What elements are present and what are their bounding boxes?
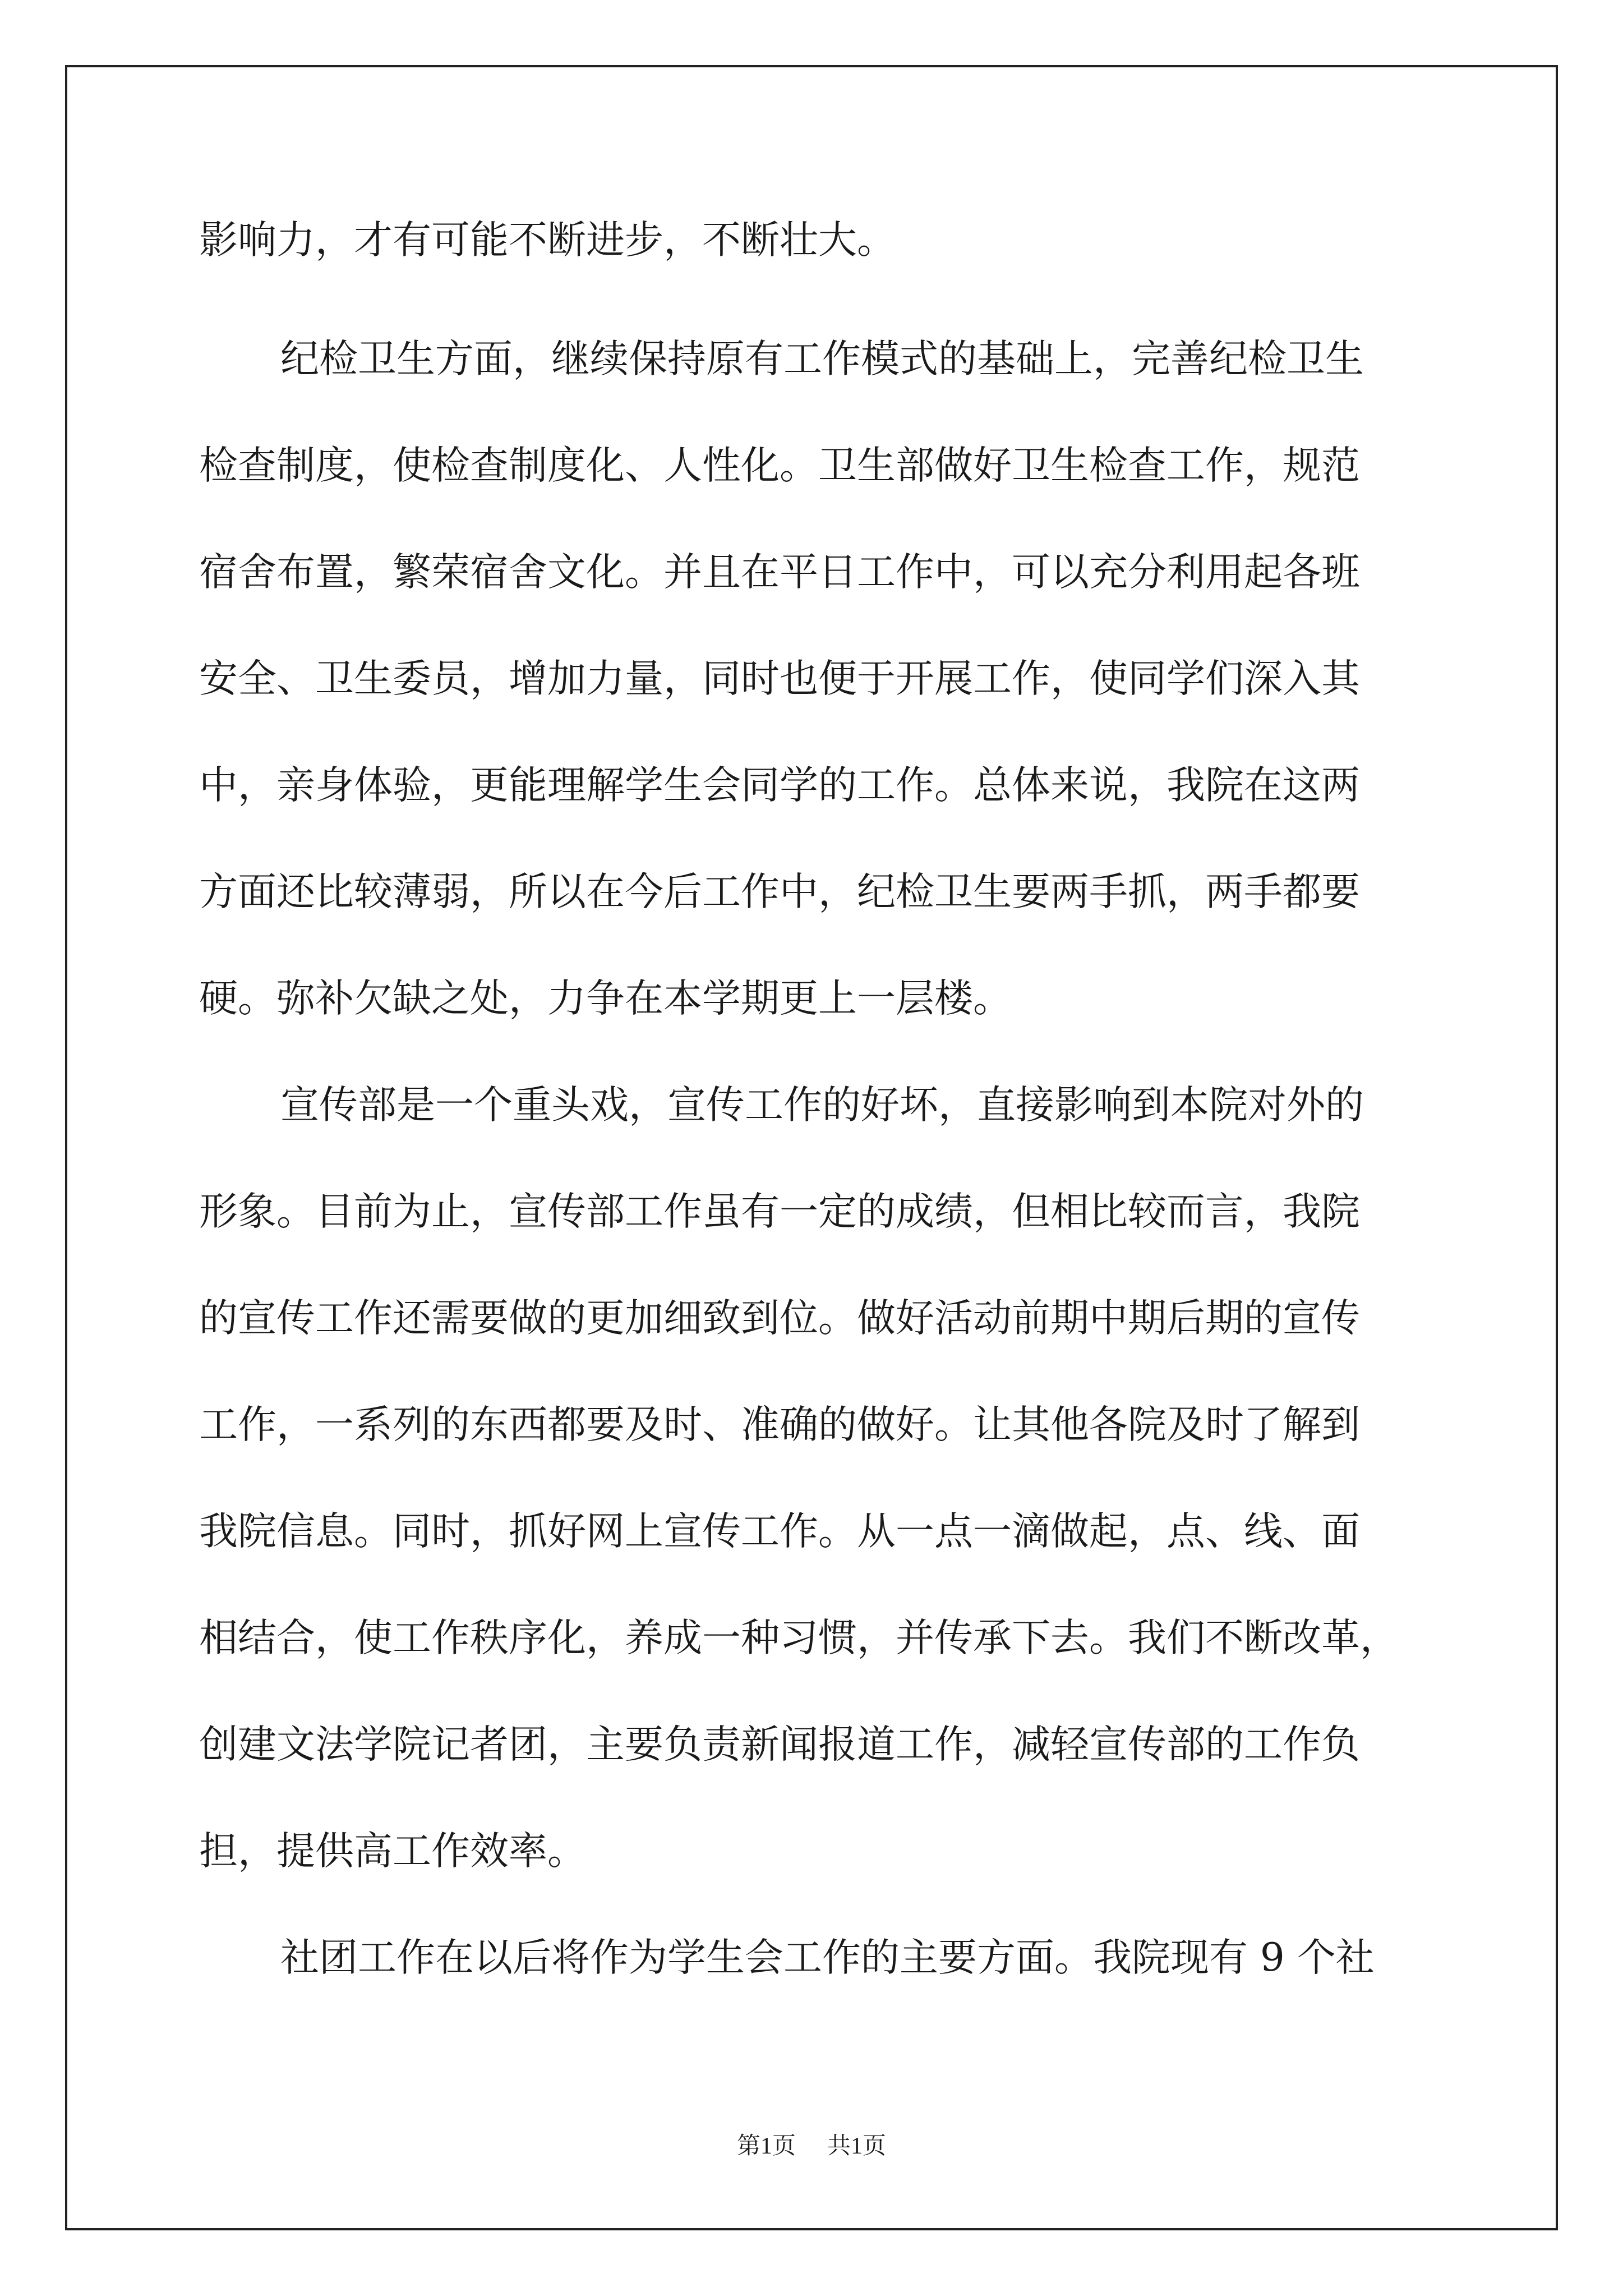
text-line: 安全、卫生委员，增加力量，同时也便于开展工作，使同学们深入其 [199,656,1360,701]
paragraph-first-line: 宣传部是一个重头戏，宣传工作的好坏，直接影响到本院对外的 [280,1083,1364,1128]
text-line: 担，提供高工作效率。 [199,1829,586,1874]
paragraph-first-line: 纪检卫生方面，继续保持原有工作模式的基础上，完善纪检卫生 [280,337,1364,381]
text-line: 宿舍布置，繁荣宿舍文化。并且在平日工作中，可以充分利用起各班 [199,550,1360,595]
text-line: 方面还比较薄弱，所以在今后工作中，纪检卫生要两手抓，两手都要 [199,869,1360,914]
text-line: 中，亲身体验，更能理解学生会同学的工作。总体来说，我院在这两 [199,763,1360,808]
text-line: 的宣传工作还需要做的更加细致到位。做好活动前期中期后期的宣传 [199,1296,1360,1341]
page-footer [0,2131,1623,2162]
text-line: 形象。目前为止，宣传部工作虽有一定的成绩，但相比较而言，我院 [199,1189,1360,1234]
text-line: 影响力，才有可能不断进步，不断壮大。 [199,218,896,263]
text-line: 检查制度，使检查制度化、人性化。卫生部做好卫生检查工作，规范 [199,443,1360,488]
page-number: 第1页 [736,2133,796,2159]
text-line: 创建文法学院记者团，主要负责新闻报道工作，减轻宣传部的工作负 [199,1722,1360,1767]
page-total: 共1页 [827,2133,887,2159]
page-frame [65,65,1558,2230]
text-line: 工作，一系列的东西都要及时、准确的做好。让其他各院及时了解到 [199,1402,1360,1447]
text-line: 硬。弥补欠缺之处，力争在本学期更上一层楼。 [199,976,1012,1021]
paragraph-first-line: 社团工作在以后将作为学生会工作的主要方面。我院现有 9 个社 [280,1935,1375,1980]
text-line: 我院信息。同时，抓好网上宣传工作。从一点一滴做起，点、线、面 [199,1509,1360,1554]
text-line: 相结合，使工作秩序化，养成一种习惯，并传承下去。我们不断改革， [199,1616,1399,1660]
